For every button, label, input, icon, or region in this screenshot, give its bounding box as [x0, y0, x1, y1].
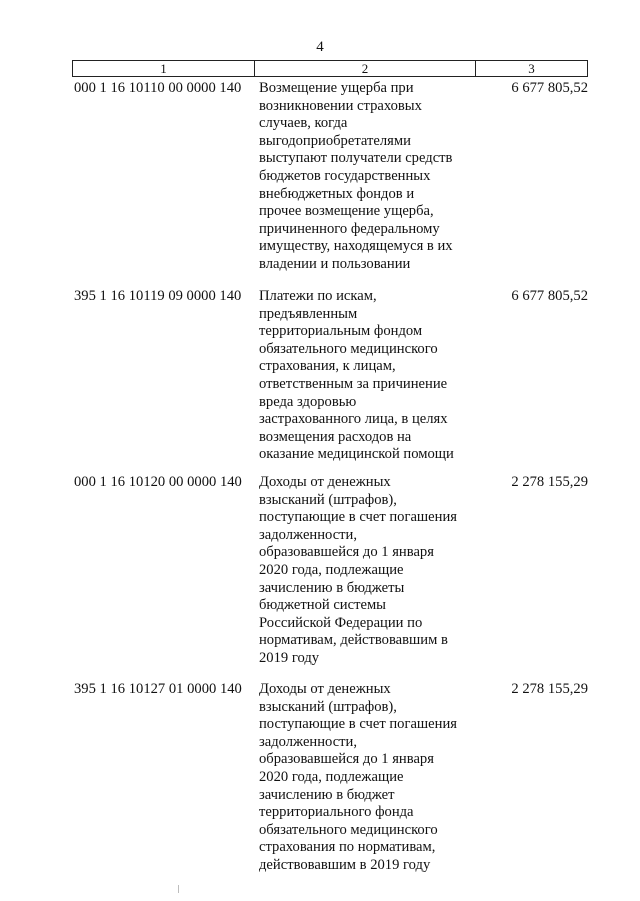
budget-classification-code: 000 1 16 10110 00 0000 140	[74, 80, 242, 96]
budget-classification-code: 000 1 16 10120 00 0000 140	[74, 474, 242, 490]
column-header-1: 1	[73, 61, 255, 76]
budget-classification-code: 395 1 16 10127 01 0000 140	[74, 681, 242, 697]
column-header-2: 2	[255, 61, 476, 76]
column-header-3: 3	[528, 61, 535, 76]
amount-value: 6 677 805,52	[511, 80, 588, 96]
budget-classification-code: 395 1 16 10119 09 0000 140	[74, 288, 242, 304]
amount-value: 6 677 805,52	[511, 288, 588, 304]
scan-artifact-mark	[178, 885, 179, 893]
amount-value: 2 278 155,29	[511, 681, 588, 697]
revenue-description: Возмещение ущерба при возникновении страховых случаев, когда выгодоприобретателями выступают получатели средств бюджетов государственных внебюджетных фондов и прочее возмещение ущерба, причиненного федеральному имуществу, находящемуся в их владении и пользовании	[259, 80, 453, 272]
amount-value: 2 278 155,29	[511, 474, 588, 490]
page-number: 4	[316, 39, 324, 55]
revenue-description: Доходы от денежных взысканий (штрафов), поступающие в счет погашения задолженности, образовавшейся до 1 января 2020 года, подлежащие зачислению в бюджеты бюджетной системы Российской Федерации по нормативам, действовавшим в 2019 году	[259, 474, 457, 666]
table-header	[72, 60, 588, 77]
revenue-description: Доходы от денежных взысканий (штрафов), поступающие в счет погашения задолженности, образовавшейся до 1 января 2020 года, подлежащие зачислению в бюджет территориального фонда обязательного медицинского страхования по нормативам, действовавшим в 2019 году	[259, 681, 457, 873]
revenue-description: Платежи по искам, предъявленным территориальным фондом обязательного медицинского страхования, к лицам, ответственным за причинение вреда здоровью застрахованного лица, в целях возмещения расходов на оказание медицинской помощи	[259, 288, 454, 463]
